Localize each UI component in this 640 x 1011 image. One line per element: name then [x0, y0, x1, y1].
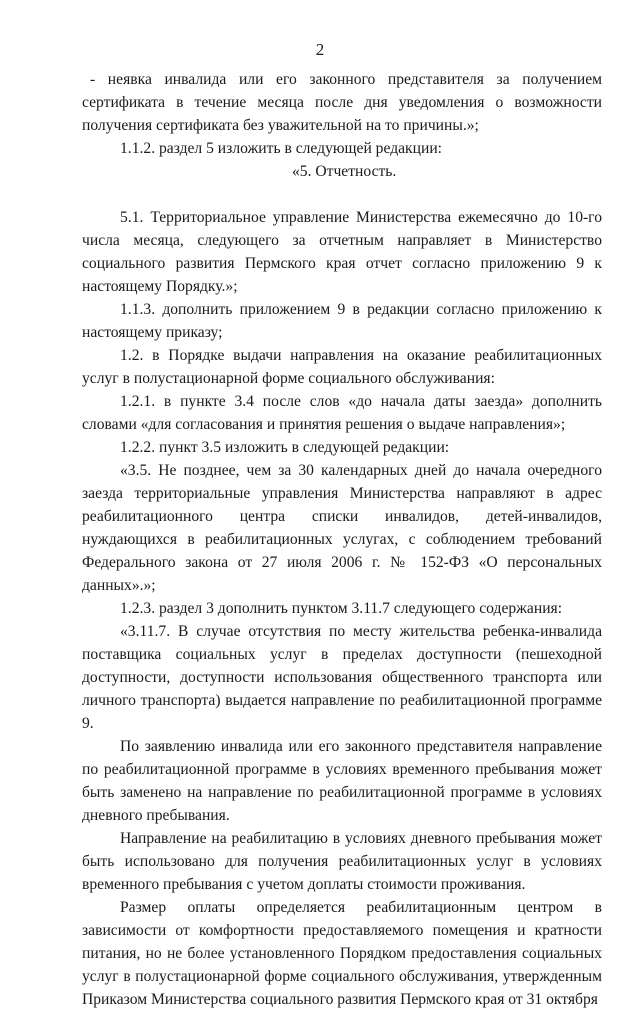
paragraph-5-1: 5.1. Территориальное управление Министерства ежемесячно до 10-го числа месяца, следующего за отчетным направляет в Министерство социального развития Пермского края отчет согласно приложению 9 к настоящему Порядку.»;: [82, 209, 602, 295]
document-body: [82, 68, 602, 1011]
paragraph-day-stay: Направление на реабилитацию в условиях дневного пребывания может быть использовано для получения реабилитационных услуг в условиях временного пребывания с учетом доплаты стоимости проживания.: [82, 830, 602, 893]
blank-line: [82, 183, 602, 206]
paragraph-1-2: 1.2. в Порядке выдачи направления на оказание реабилитационных услуг в полустационарной форме социального обслуживания:: [82, 347, 602, 387]
paragraph-1-2-3: 1.2.3. раздел 3 дополнить пунктом 3.11.7 следующего содержания:: [120, 600, 563, 617]
paragraph-non-appearance: - неявка инвалида или его законного представителя за получением сертификата в течение месяца после дня уведомления о возможности получения сертификата без уважительной на то причины.»;: [82, 71, 602, 134]
paragraph-1-1-2: 1.1.2. раздел 5 изложить в следующей редакции:: [120, 140, 442, 157]
page-number: 2: [315, 40, 325, 59]
paragraph-1-1-3: 1.1.3. дополнить приложением 9 в редакции согласно приложению к настоящему приказу;: [82, 301, 602, 341]
paragraph-replacement: По заявлению инвалида или его законного представителя направление по реабилитационной программе в условиях временного пребывания может быть заменено на направление по реабилитационной программе в условиях дневного пребывания.: [82, 738, 602, 824]
section-heading-reporting: «5. Отчетность.: [292, 163, 397, 180]
paragraph-3-11-7: «3.11.7. В случае отсутствия по месту жительства ребенка-инвалида поставщика социальных услуг в пределах доступности (пешеходной доступности, доступности использования общественного транспорта или личного транспорта) выдается направление по реабилитационной программе 9.: [82, 623, 602, 732]
paragraph-payment: Размер оплаты определяется реабилитационным центром в зависимости от комфортности предоставляемого помещения и кратности питания, но не более установленного Порядком предоставления социальных услуг в полустационарной форме социального обслуживания, утвержденным Приказом Министерства социального развития Пермского края от 31 октября: [82, 899, 602, 1008]
paragraph-1-2-2: 1.2.2. пункт 3.5 изложить в следующей редакции:: [120, 439, 450, 456]
paragraph-3-5: «3.5. Не позднее, чем за 30 календарных дней до начала очередного заезда территориальные управления Министерства направляют в адрес реабилитационного центра списки инвалидов, детей-инвалидов, нуждающихся в реабилитационных услугах, с соблюдением требований Федерального закона от 27 июля 2006 г. № 152-ФЗ «О персональных данных».»;: [82, 462, 602, 594]
paragraph-1-2-1: 1.2.1. в пункте 3.4 после слов «до начала даты заезда» дополнить словами «для согласования и принятия решения о выдаче направления»;: [82, 393, 602, 433]
